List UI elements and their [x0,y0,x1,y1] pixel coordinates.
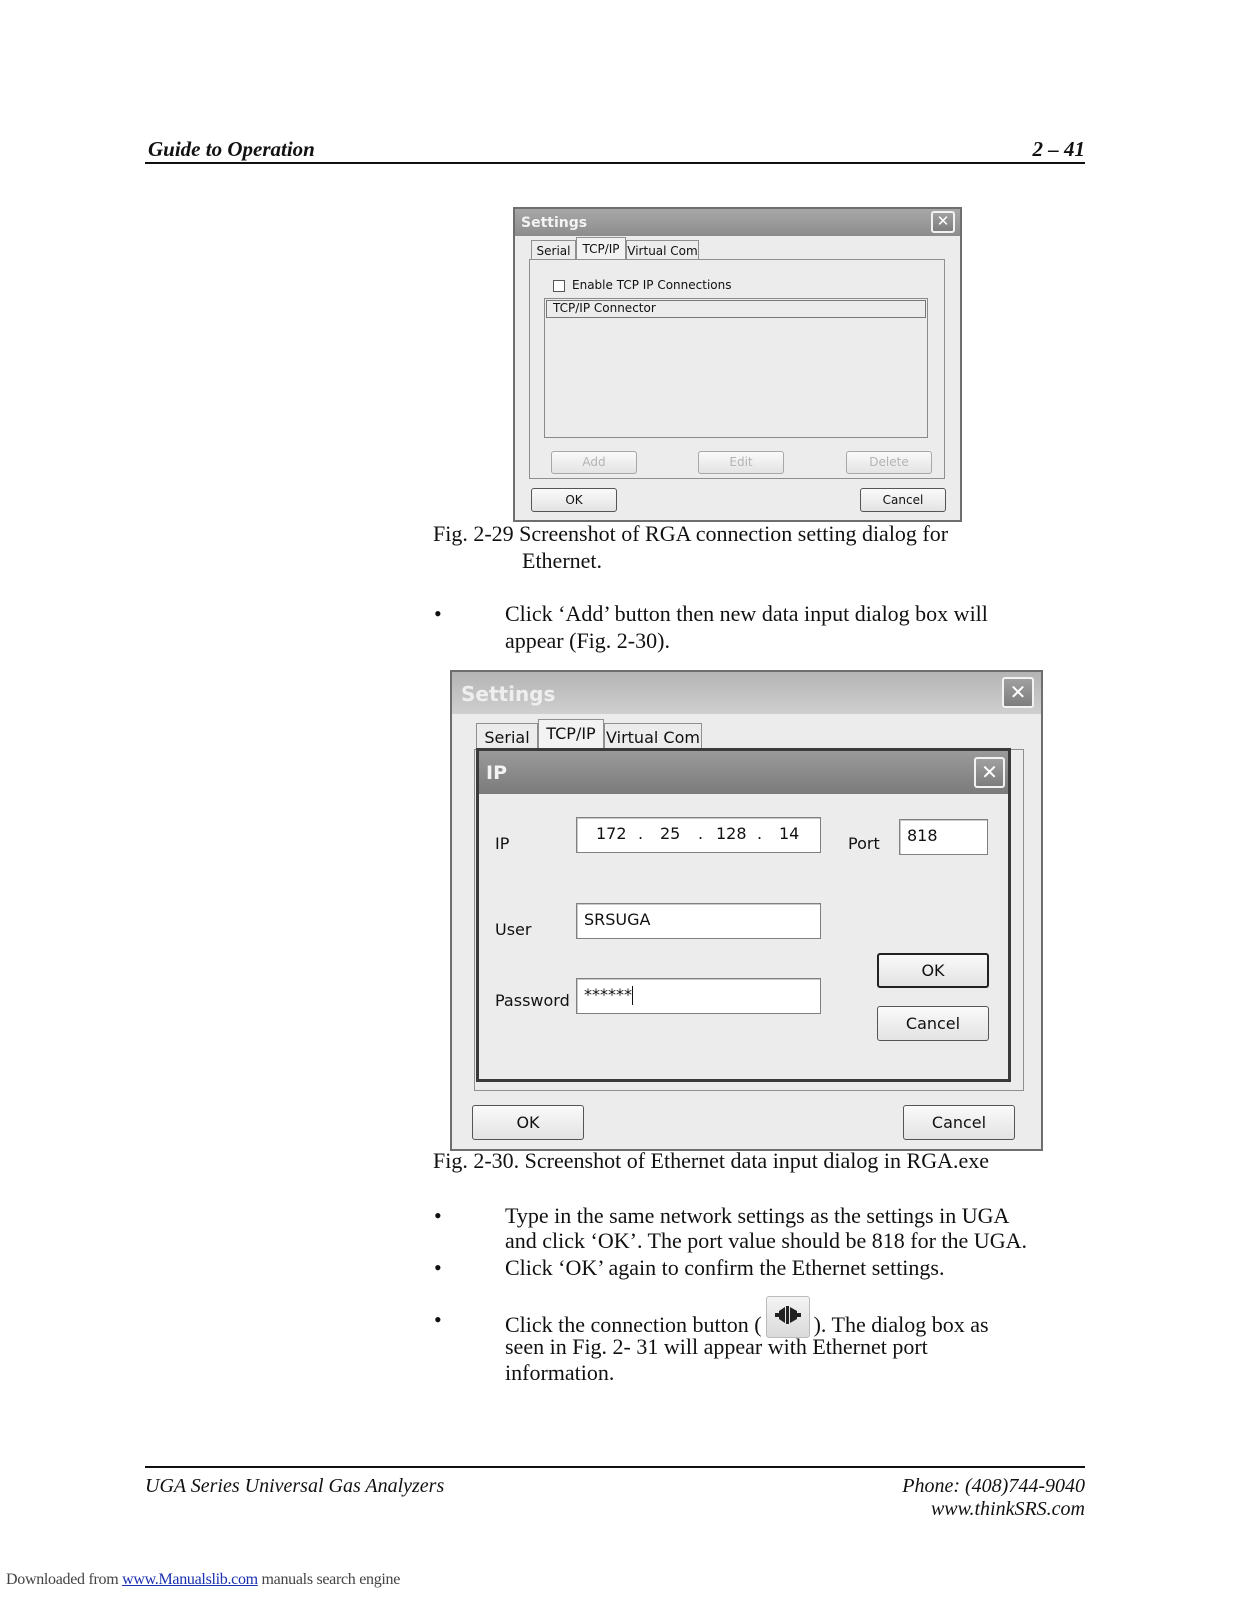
bullet1-line2: appear (Fig. 2-30). [505,628,670,653]
download-prefix: Downloaded from [6,1571,123,1588]
bullet2-line1: Type in the same network settings as the settings in UGA [505,1203,1010,1228]
tab-serial[interactable]: Serial [476,723,538,750]
settings-dialog-fig29 [513,207,962,522]
close-x-icon[interactable]: ✕ [1002,677,1034,708]
bullet4-post: ). The dialog box as [813,1312,989,1338]
enable-tcp-label: Enable TCP IP Connections [572,278,732,292]
ip-dot: . [638,824,644,843]
cancel-button[interactable]: Cancel [903,1105,1015,1140]
ok-button[interactable]: OK [531,488,617,512]
page-number: 2 – 41 [1032,137,1085,161]
connector-list-header: TCP/IP Connector [546,300,926,318]
bullet4-line3: information. [505,1360,615,1385]
settings-title: Settings [521,215,588,231]
port-field[interactable]: 818 [899,819,988,855]
edit-button[interactable]: Edit [698,451,784,474]
bullet-marker: • [434,1307,442,1332]
checkbox-icon[interactable] [553,280,565,292]
tab-tcpip[interactable]: TCP/IP [576,237,626,261]
close-x-icon[interactable]: ✕ [974,757,1005,788]
user-field[interactable]: SRSUGA [576,903,821,939]
fig30-caption: Fig. 2-30. Screenshot of Ethernet data input dialog in RGA.exe [433,1148,989,1173]
footer-product: UGA Series Universal Gas Analyzers [145,1475,445,1497]
ip-ok-button[interactable]: OK [877,953,989,988]
ip-octet-4[interactable]: 14 [779,824,800,843]
bullet2-line2: and click ‘OK’. The port value should be 818 for the UGA. [505,1228,1027,1253]
bullet4-pre: Click the connection button ( [505,1312,762,1338]
download-suffix: manuals search engine [257,1571,401,1588]
ip-label: IP [495,834,510,853]
footer-contact [902,1475,1085,1521]
footer-website: www.thinkSRS.com [930,1498,1085,1520]
connection-plug-icon [766,1296,810,1338]
text-cursor [632,986,633,1005]
bullet3: Click ‘OK’ again to confirm the Ethernet settings. [505,1255,945,1280]
bullet-marker: • [434,601,442,626]
password-label: Password [495,991,570,1010]
password-value: ****** [584,985,632,1004]
port-label: Port [848,834,880,853]
bullet1-line1: Click ‘Add’ button then new data input dialog box will [505,601,988,626]
user-label: User [495,920,532,939]
delete-button[interactable]: Delete [846,451,932,474]
tcpip-tab-panel [529,259,945,479]
ip-dot: . [698,824,704,843]
footer-phone: Phone: (408)744-9040 [902,1475,1085,1497]
connector-list[interactable] [544,298,928,438]
bullet4-line2: seen in Fig. 2- 31 will appear with Ethernet port [505,1334,928,1359]
footer-rule [145,1466,1085,1468]
add-button[interactable]: Add [551,451,637,474]
ip-titlebar [479,751,1008,794]
ip-octet-1[interactable]: 172 [596,824,627,843]
bullet-marker: • [434,1203,442,1228]
manualslib-link[interactable]: www.Manualslib.com [122,1571,258,1588]
settings-title-large: Settings [461,682,556,706]
ip-octet-3[interactable]: 128 [716,824,747,843]
tab-virtual-com[interactable]: Virtual Com [604,723,702,750]
ok-button[interactable]: OK [472,1105,584,1140]
close-x-icon[interactable]: ✕ [931,211,955,233]
ip-octet-2[interactable]: 25 [660,824,681,843]
cancel-button[interactable]: Cancel [860,488,946,512]
ip-input-dialog [476,748,1011,1082]
settings-titlebar [515,209,960,236]
fig29-caption-line2: Ethernet. [522,548,603,573]
ip-address-field[interactable] [576,817,821,853]
tab-serial[interactable]: Serial [531,240,576,260]
ip-title: IP [486,762,507,784]
settings-titlebar-large [452,672,1041,714]
tab-tcpip[interactable]: TCP/IP [538,719,604,751]
download-notice [6,1571,400,1589]
running-header-title: Guide to Operation [148,137,315,161]
fig29-caption-line1: Fig. 2-29 Screenshot of RGA connection setting dialog for [433,521,949,546]
ip-cancel-button[interactable]: Cancel [877,1006,989,1041]
header-rule [145,162,1085,164]
settings-dialog-fig30 [450,670,1043,1151]
bullet-marker: • [434,1255,442,1280]
password-field[interactable] [576,978,821,1014]
ip-dot: . [757,824,763,843]
tab-virtual-com[interactable]: Virtual Com [626,240,699,260]
